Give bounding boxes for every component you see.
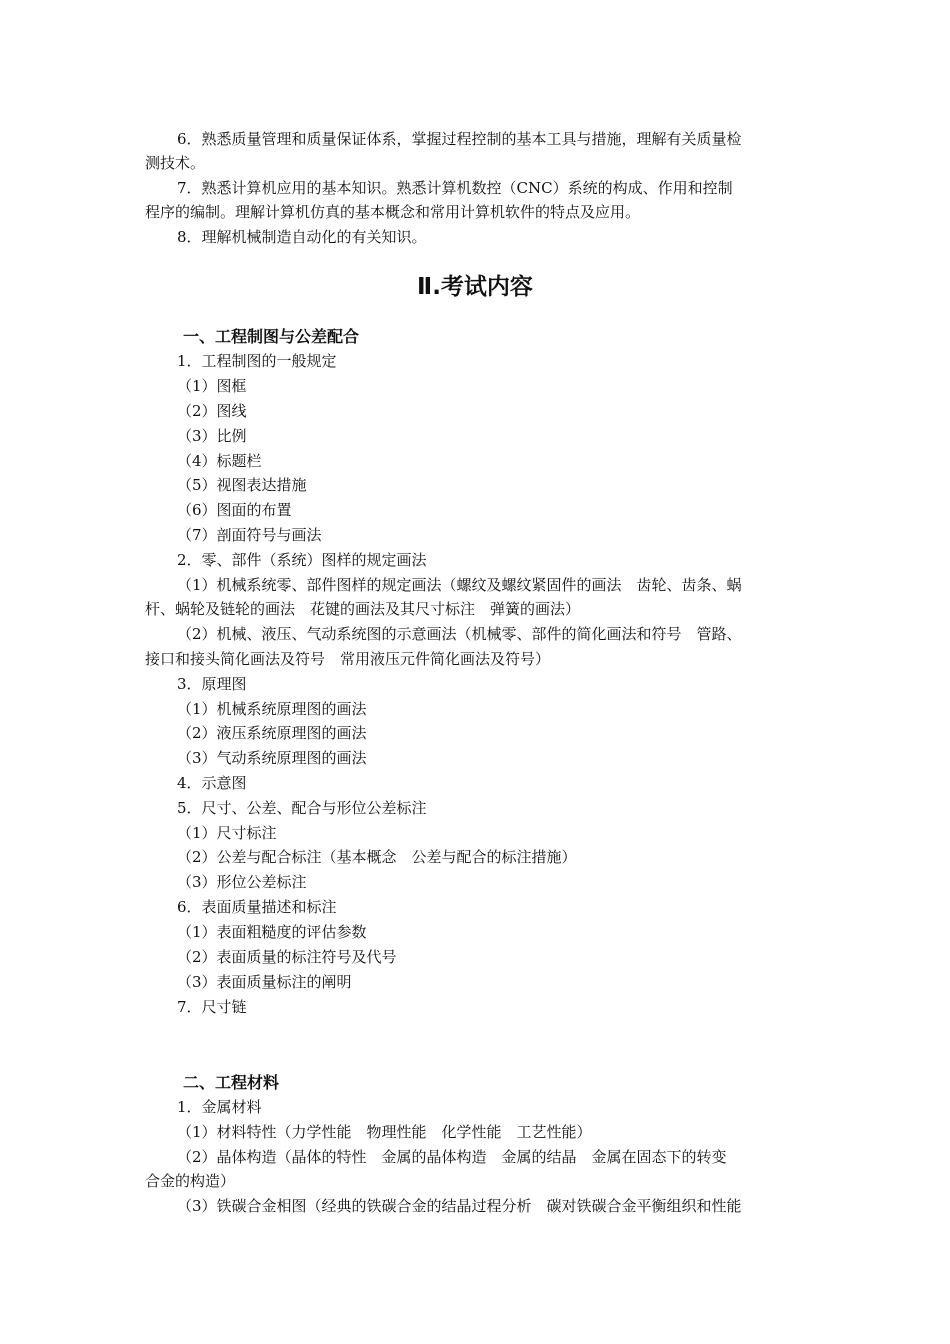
list-item: （1）图框	[177, 377, 247, 395]
list-item: （3）气动系统原理图的画法	[177, 749, 367, 767]
list-item: （2）图线	[177, 402, 247, 420]
list-item: （3）形位公差标注	[177, 873, 307, 891]
paragraph-a: （1）机械系统零、部件图样的规定画法（螺纹及螺纹紧固件的画法 齿轮、齿条、蜗	[177, 576, 742, 594]
list-item: （6）图面的布置	[177, 501, 292, 519]
list-item: 1．工程制图的一般规定	[177, 352, 337, 370]
list-item: 6．表面质量描述和标注	[177, 898, 337, 916]
list-item: （3）铁碳合金相图（经典的铁碳合金的结晶过程分析 碳对铁碳合金平衡组织和性能	[177, 1197, 742, 1215]
list-item: （2）公差与配合标注（基本概念 公差与配合的标注措施）	[177, 848, 577, 866]
list-item: （3）表面质量标注的阐明	[177, 973, 352, 991]
list-item: （1）尺寸标注	[177, 824, 277, 842]
list-item: 2．零、部件（系统）图样的规定画法	[177, 551, 427, 569]
list-item: （7）剖面符号与画法	[177, 526, 322, 544]
list-item: 3．原理图	[177, 675, 247, 693]
intro-item-7-cont: 程序的编制。理解计算机仿真的基本概念和常用计算机软件的特点及应用。	[145, 203, 641, 221]
list-item: （1）材料特性（力学性能 物理性能 化学性能 工艺性能）	[177, 1123, 592, 1141]
list-item: （3）比例	[177, 427, 247, 445]
paragraph-b: （2）机械、液压、气动系统图的示意画法（机械零、部件的简化画法和符号 管路、	[177, 625, 742, 643]
paragraph-b-cont: 接口和接头简化画法及符号 常用液压元件简化画法及符号）	[145, 650, 551, 668]
list-item: （5）视图表达措施	[177, 476, 307, 494]
paragraph-crystal-cont: 合金的构造）	[145, 1172, 236, 1190]
part2-heading: 二、工程材料	[183, 1073, 280, 1092]
paragraph-crystal: （2）晶体构造（晶体的特性 金属的晶体构造 金属的结晶 金属在固态下的转变	[177, 1148, 727, 1166]
paragraph-a-cont: 杆、蜗轮及链轮的画法 花键的画法及其尺寸标注 弹簧的画法）	[145, 600, 581, 618]
list-item: （4）标题栏	[177, 452, 262, 470]
list-item: （1）机械系统原理图的画法	[177, 700, 367, 718]
intro-item-6-cont: 测技术。	[145, 154, 206, 172]
list-item: 7．尺寸链	[177, 998, 247, 1016]
list-item: （2）表面质量的标注符号及代号	[177, 948, 397, 966]
intro-item-6: 6．熟悉质量管理和质量保证体系，掌握过程控制的基本工具与措施，理解有关质量检	[177, 130, 742, 148]
list-item: 1．金属材料	[177, 1098, 262, 1116]
list-item: 4．示意图	[177, 774, 247, 792]
list-item: （1）表面粗糙度的评估参数	[177, 923, 367, 941]
section-title: Ⅱ.考试内容	[417, 274, 533, 300]
intro-item-8: 8．理解机械制造自动化的有关知识。	[177, 228, 427, 246]
list-item: 5．尺寸、公差、配合与形位公差标注	[177, 799, 427, 817]
part1-heading: 一、工程制图与公差配合	[183, 327, 360, 346]
list-item: （2）液压系统原理图的画法	[177, 724, 367, 742]
intro-item-7: 7．熟悉计算机应用的基本知识。熟悉计算机数控（CNC）系统的构成、作用和控制	[177, 179, 733, 197]
